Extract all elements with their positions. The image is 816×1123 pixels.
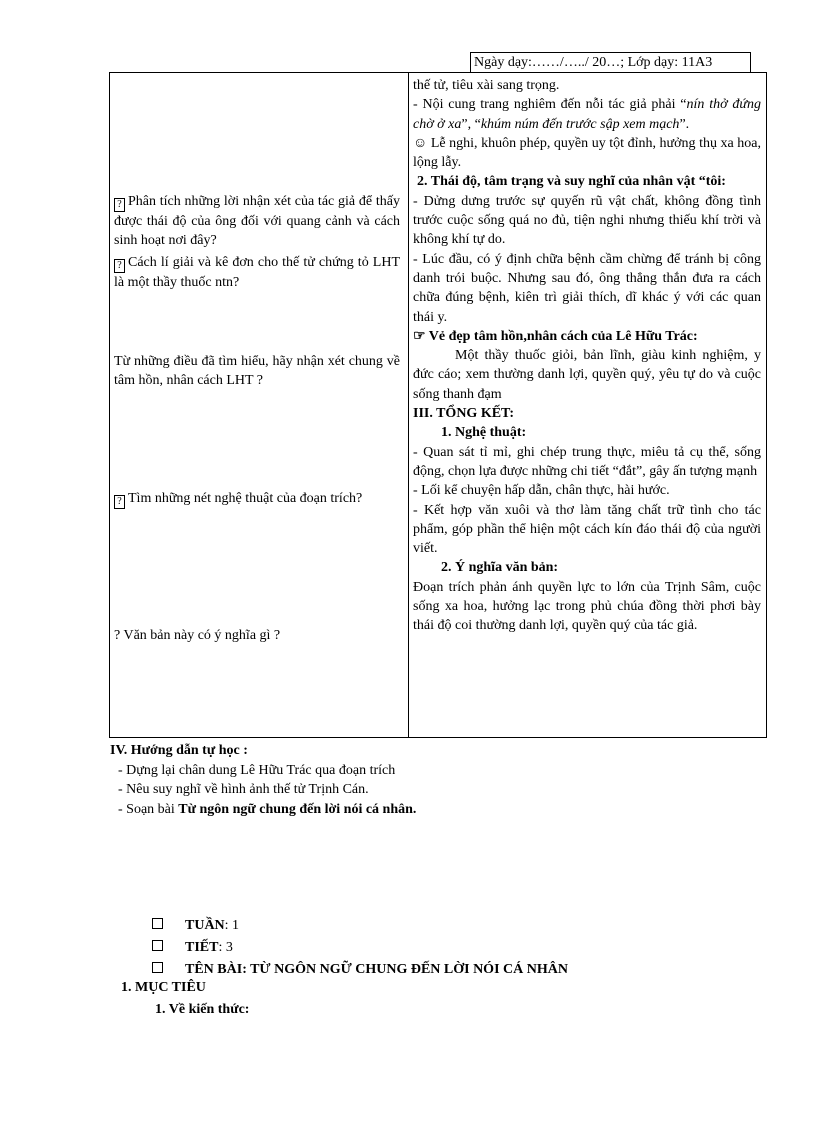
question-box-icon: ? xyxy=(114,259,125,273)
self-study-item-3: - Soạn bài Từ ngôn ngữ chung đến lời nói cá nhân. xyxy=(118,801,417,817)
checkbox-icon xyxy=(152,940,163,951)
checkbox-icon xyxy=(152,962,163,973)
pointing-hand-icon: ☞ xyxy=(413,328,426,344)
question-3 xyxy=(114,352,400,390)
heading-summary: III. TỔNG KẾT: xyxy=(413,406,515,422)
objectives-title: 1. MỤC TIÊU xyxy=(121,980,206,995)
question-4-text: Tìm những nét nghệ thuật của đoạn trích? xyxy=(128,491,363,506)
heading-meaning: 2. Ý nghĩa văn bản: xyxy=(441,560,559,576)
answer-line-7: - Quan sát tỉ mỉ, ghi chép trung thực, miêu tả cụ thể, sống động, chọn lựa được những chi tiết “đắt”, gây ấn tượng mạnh xyxy=(413,444,761,479)
heading-art: 1. Nghệ thuật: xyxy=(441,425,527,441)
answer-line-1: thế tử, tiêu xài sang trọng. xyxy=(413,78,560,93)
answer-line-4: - Dửng dưng trước sự quyến rũ vật chất, không đồng tình trước cuộc sống quá no đủ, tiện nghi nhưng thiếu khí trời và không khí tự do. xyxy=(413,193,761,248)
question-4 xyxy=(114,489,400,509)
smiley-icon: ☺ xyxy=(413,135,428,151)
answer-line-8: - Lối kể chuyện hấp dẫn, chân thực, hài hước. xyxy=(413,483,670,499)
objectives-section xyxy=(121,977,249,1021)
checkbox-icon xyxy=(152,918,163,929)
question-1-text: Phân tích những lời nhận xét của tác giả để thấy được thái độ của ông đối với quang cảnh và cách sinh hoạt nơi đây? xyxy=(114,194,400,248)
question-1 xyxy=(114,192,400,250)
question-box-icon: ? xyxy=(114,495,125,509)
answer-line-5: - Lúc đầu, có ý định chữa bệnh cầm chừng để tránh bị công danh trói buộc. Nhưng sau đó, ông thẳng thắn đưa ra cách chữa đúng bệnh, kiên trì giải thích, dĩ khác ý với các quan thái y. xyxy=(413,251,761,325)
objectives-knowledge: 1. Về kiến thức: xyxy=(155,1002,250,1017)
answer-line-9: - Kết hợp văn xuôi và thơ làm tăng chất trữ tình cho tác phẩm, góp phần thể hiện một cách kín đáo thái độ của người viết. xyxy=(413,502,761,557)
question-5 xyxy=(114,626,400,645)
column-divider xyxy=(408,73,409,737)
period-row: TIẾT: 3 xyxy=(152,937,568,959)
self-study-item-2: - Nêu suy nghĩ về hình ảnh thế tử Trịnh Cán. xyxy=(118,782,369,797)
date-class-header xyxy=(470,52,751,73)
self-study-section xyxy=(110,741,416,819)
heading-attitude: 2. Thái độ, tâm trạng và suy nghĩ của nhân vật “tôi: xyxy=(417,174,726,190)
question-box-icon: ? xyxy=(114,198,125,212)
answer-line-3: ☺ Lễ nghi, khuôn phép, quyền uy tột đỉnh, hưởng thụ xa hoa, lộng lẫy. xyxy=(413,135,761,171)
self-study-title: IV. Hướng dẫn tự học : xyxy=(110,743,248,758)
answer-column xyxy=(413,76,761,636)
answer-line-6: Một thầy thuốc giỏi, bản lĩnh, giàu kinh nghiệm, y đức cáo; xem thường danh lợi, quyền quý, yêu tự do và cuộc sống thanh đạm xyxy=(413,348,761,402)
answer-line-10: Đoạn trích phản ánh quyền lực to lớn của Trịnh Sâm, cuộc sống xa hoa, hưởng lạc trong phủ chúa đồng thời phơi bày thái độ coi thường danh lợi, quyền quý của tác giả. xyxy=(413,579,761,634)
week-row: TUẦN: 1 xyxy=(152,915,568,937)
heading-beauty: ☞ Vẻ đẹp tâm hồn,nhân cách của Lê Hữu Trác: xyxy=(413,328,698,344)
answer-line-2: - Nội cung trang nghiêm đến nỗi tác giả phải “nín thở đứng chờ ở xa”, “khúm núm đến trước sập xem mạch”. xyxy=(413,97,761,132)
lesson-title-row: TÊN BÀI: TỪ NGÔN NGỮ CHUNG ĐẾN LỜI NÓI CÁ NHÂN xyxy=(152,959,568,981)
question-2-text: Cách lí giải và kê đơn cho thế tử chứng tỏ LHT là một thầy thuốc ntn? xyxy=(114,255,400,290)
date-class-text: Ngày dạy:……/…../ 20…; Lớp dạy: 11A3 xyxy=(474,55,713,70)
lesson-info xyxy=(152,915,568,981)
lesson-table xyxy=(109,72,767,738)
self-study-item-1: - Dựng lại chân dung Lê Hữu Trác qua đoạn trích xyxy=(118,762,396,778)
question-3-text: Từ những điều đã tìm hiểu, hãy nhận xét chung về tâm hồn, nhân cách LHT ? xyxy=(114,354,400,388)
question-5-text: ? Văn bản này có ý nghĩa gì ? xyxy=(114,628,281,643)
question-2 xyxy=(114,253,400,292)
